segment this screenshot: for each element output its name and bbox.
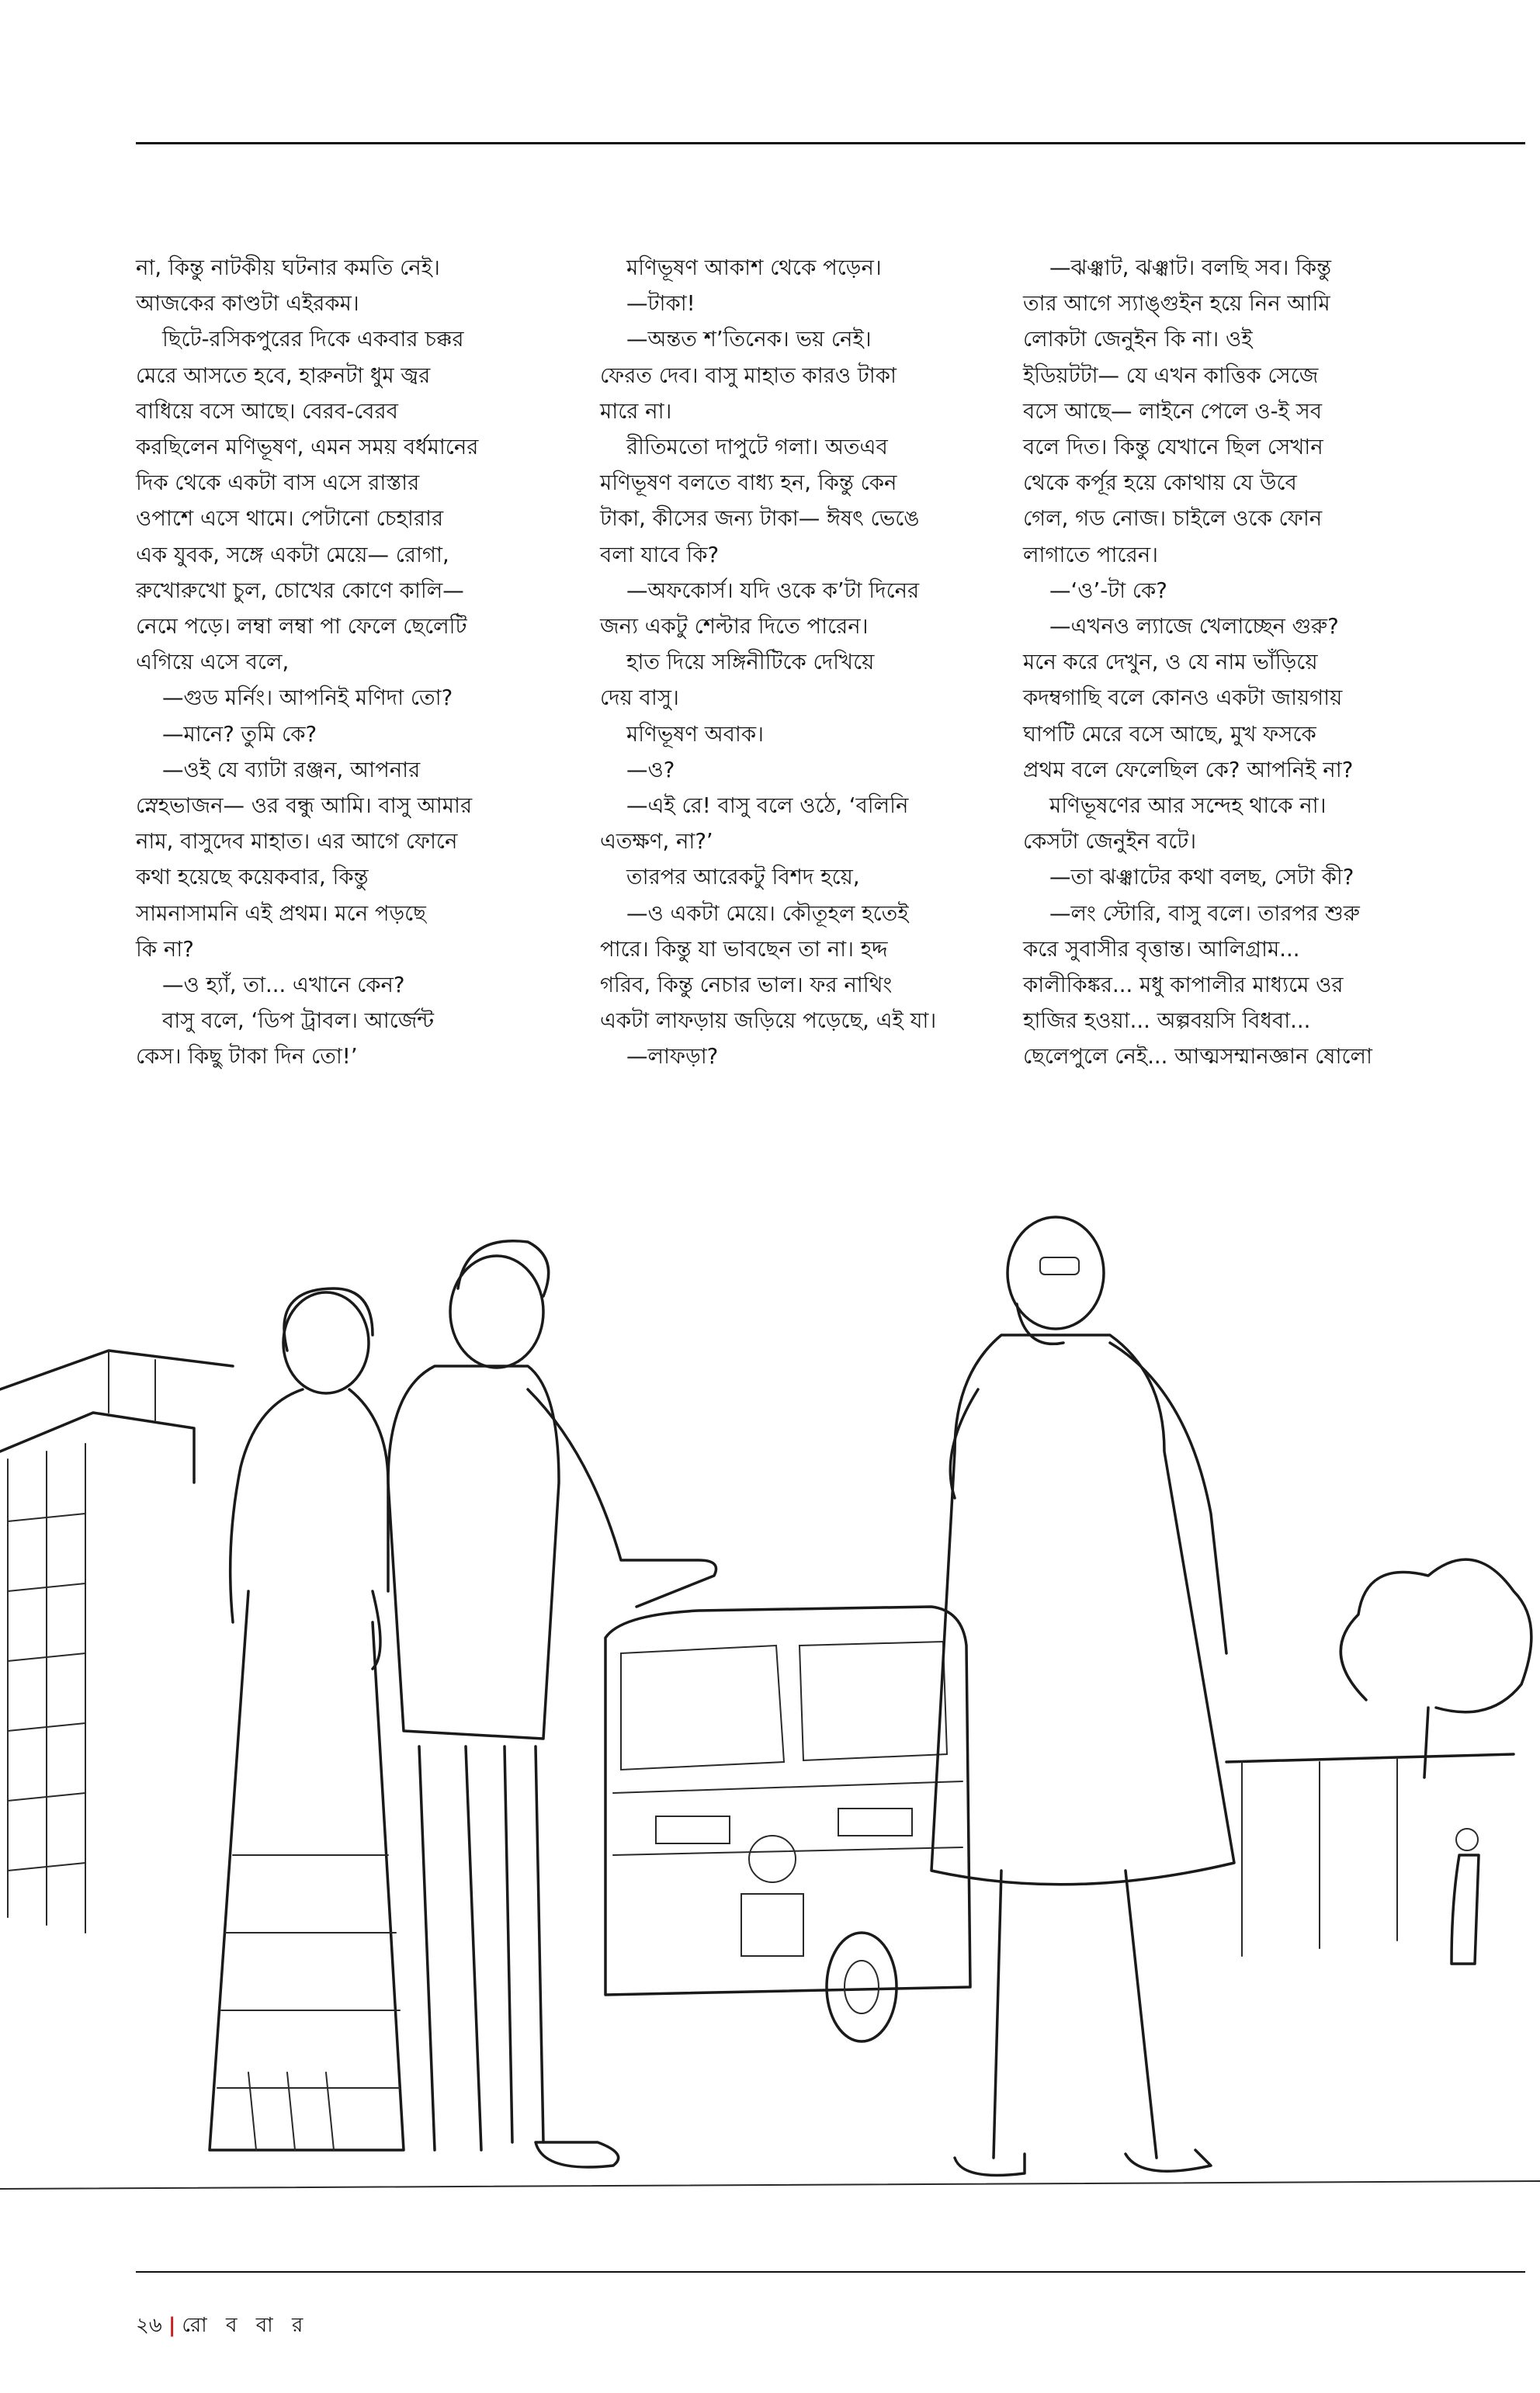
text-line: লোকটা জেনুইন কি না। ওই <box>1023 327 1253 352</box>
text-line: মণিভূষণ অবাক। <box>626 721 764 747</box>
text-line: বাসু বলে, ‘ডিপ ট্রাবল। আর্জেন্ট <box>162 1008 435 1034</box>
text-line: —লং স্টোরি, বাসু বলে। তারপর শুরু <box>1049 900 1360 926</box>
text-line: দিক থেকে একটা বাস এসে রাস্তার <box>136 470 420 496</box>
story-illustration <box>0 1157 1540 2243</box>
page-folio <box>136 2309 309 2343</box>
text-line: গেল, গড নোজ। চাইলে ওকে ফোন <box>1023 506 1323 532</box>
text-line: রীতিমতো দাপুটে গলা। অতএব <box>626 435 888 460</box>
text-line: ইডিয়টটা— যে এখন কাত্তিক সেজে <box>1023 362 1319 388</box>
text-line: কথা হয়েছে কয়েকবার, কিন্তু <box>136 865 369 890</box>
text-line: —ঝঞ্ঝাট, ঝঞ্ঝাট। বলছি সব। কিন্তু <box>1049 255 1332 280</box>
text-line: হাত দিয়ে সঙ্গিনীটিকে দেখিয়ে <box>626 650 875 675</box>
text-line: জন্য একটু শেল্টার দিতে পারেন। <box>600 614 869 640</box>
text-line: এতক্ষণ, না?’ <box>600 829 713 855</box>
text-line: পারে। কিন্তু যা ভাবছেন তা না। হদ্দ <box>600 936 888 962</box>
text-line: —অফকোর্স। যদি ওকে ক’টা দিনের <box>626 577 920 603</box>
text-line: এক যুবক, সঙ্গে একটা মেয়ে— রোগা, <box>136 542 449 567</box>
text-line: —ওই যে ব্যাটা রঞ্জন, আপনার <box>162 757 421 782</box>
text-line: —ও একটা মেয়ে। কৌতূহল হতেই <box>626 900 909 926</box>
text-line: ছেলেপুলে নেই... আত্মসম্মানজ্ঞান ষোলো <box>1023 1044 1372 1070</box>
bus-drawing <box>605 1607 970 2041</box>
manibhushan-figure <box>931 1217 1234 2176</box>
text-line: রুখোরুখো চুল, চোখের কোণে কালি— <box>136 577 464 603</box>
magazine-name: রো ব বা র <box>182 2314 310 2337</box>
text-column-3 <box>1023 250 1417 1075</box>
text-line: মারে না। <box>600 398 672 424</box>
page-number: ২৬ <box>136 2314 162 2337</box>
text-line: তারপর আরেকটু বিশদ হয়ে, <box>626 865 860 890</box>
text-line: মণিভূষণ বলতে বাধ্য হন, কিন্তু কেন <box>600 470 897 496</box>
text-line: —অন্তত শ’তিনেক। ভয় নেই। <box>626 327 872 352</box>
text-line: কালীকিঙ্কর... মধু কাপালীর মাধ্যমে ওর <box>1023 973 1344 998</box>
text-line: প্রথম বলে ফেলেছিল কে? আপনিই না? <box>1023 757 1354 782</box>
top-rule <box>136 142 1525 144</box>
text-line: না, কিন্তু নাটকীয় ঘটনার কমতি নেই। <box>136 255 440 280</box>
text-line: —‘ও’-টা কে? <box>1049 577 1167 603</box>
text-line: এগিয়ে এসে বলে, <box>136 650 290 675</box>
text-line: গরিব, কিন্তু নেচার ভাল। ফর নাথিং <box>600 973 893 998</box>
text-line: স্নেহভাজন— ওর বন্ধু আমি। বাসু আমার <box>136 793 473 819</box>
woman-figure <box>210 1288 404 2150</box>
text-line: বলা যাবে কি? <box>600 542 720 567</box>
text-line: করছিলেন মণিভূষণ, এমন সময় বর্ধমানের <box>136 435 479 460</box>
text-column-1 <box>136 250 530 1075</box>
text-line: —এখনও ল্যাজে খেলাচ্ছেন গুরু? <box>1049 614 1339 640</box>
street-background <box>1226 1559 1531 1964</box>
text-line: মনে করে দেখুন, ও যে নাম ভাঁড়িয়ে <box>1023 650 1318 675</box>
text-line: —এই রে! বাসু বলে ওঠে, ‘বলিনি <box>626 793 909 819</box>
text-line: লাগাতে পারেন। <box>1023 542 1158 567</box>
text-line: কদম্বগাছি বলে কোনও একটা জায়গায় <box>1023 685 1343 711</box>
text-line: ঘাপটি মেরে বসে আছে, মুখ ফসকে <box>1023 721 1316 747</box>
text-line: বসে আছে— লাইনে পেলে ও-ই সব <box>1023 398 1323 424</box>
basu-figure <box>388 1241 716 2167</box>
text-line: —তা ঝঞ্ঝাটের কথা বলছ, সেটা কী? <box>1049 865 1354 890</box>
text-line: দেয় বাসু। <box>600 685 679 711</box>
text-line: কেস। কিছু টাকা দিন তো!’ <box>136 1044 358 1070</box>
text-line: —ও হ্যাঁ, তা... এখানে কেন? <box>162 973 405 998</box>
text-line: —লাফড়া? <box>626 1044 719 1070</box>
hut-drawing <box>0 1351 233 1933</box>
text-line: কেসটা জেনুইন বটে। <box>1023 829 1197 855</box>
text-line: বলে দিত। কিন্তু যেখানে ছিল সেখান <box>1023 435 1323 460</box>
text-line: নাম, বাসুদেব মাহাত। এর আগে ফোনে <box>136 829 458 855</box>
text-line: কি না? <box>136 936 194 962</box>
text-line: একটা লাফড়ায় জড়িয়ে পড়েছে, এই যা। <box>600 1008 937 1034</box>
text-line: হাজির হওয়া... অল্পবয়সি বিধবা... <box>1023 1008 1311 1034</box>
text-line: —মানে? তুমি কে? <box>162 721 317 747</box>
text-line: ছিটে-রসিকপুরের দিকে একবার চক্কর <box>162 327 464 352</box>
text-line: মেরে আসতে হবে, হারুনটা ধুম জ্বর <box>136 362 431 388</box>
text-line: —গুড মর্নিং। আপনিই মণিদা তো? <box>162 685 453 711</box>
text-line: আজকের কাণ্ডটা এইরকম। <box>136 291 359 317</box>
text-line: ফেরত দেব। বাসু মাহাত কারও টাকা <box>600 362 897 388</box>
text-line: মণিভূষণের আর সন্দেহ থাকে না। <box>1049 793 1327 819</box>
text-line: ওপাশে এসে থামে। পেটানো চেহারার <box>136 506 444 532</box>
text-line: থেকে কর্পূর হয়ে কোথায় যে উবে <box>1023 470 1297 496</box>
text-line: বাধিয়ে বসে আছে। বেরব-বেরব <box>136 398 398 424</box>
text-line: তার আগে স্যাঙ্গুইন হয়ে নিন আমি <box>1023 291 1330 317</box>
text-line: —টাকা! <box>626 291 695 317</box>
text-column-2 <box>600 250 994 1075</box>
bottom-rule <box>136 2271 1525 2273</box>
text-line: মণিভূষণ আকাশ থেকে পড়েন। <box>626 255 882 280</box>
text-line: নেমে পড়ে। লম্বা লম্বা পা ফেলে ছেলেটি <box>136 614 467 640</box>
text-line: সামনাসামনি এই প্রথম। মনে পড়ছে <box>136 900 426 926</box>
text-line: করে সুবাসীর বৃত্তান্ত। আলিগ্রাম... <box>1023 936 1300 962</box>
text-line: —ও? <box>626 757 675 782</box>
text-line: টাকা, কীসের জন্য টাকা— ঈষৎ ভেঙে <box>600 506 920 532</box>
folio-separator: | <box>168 2314 176 2337</box>
